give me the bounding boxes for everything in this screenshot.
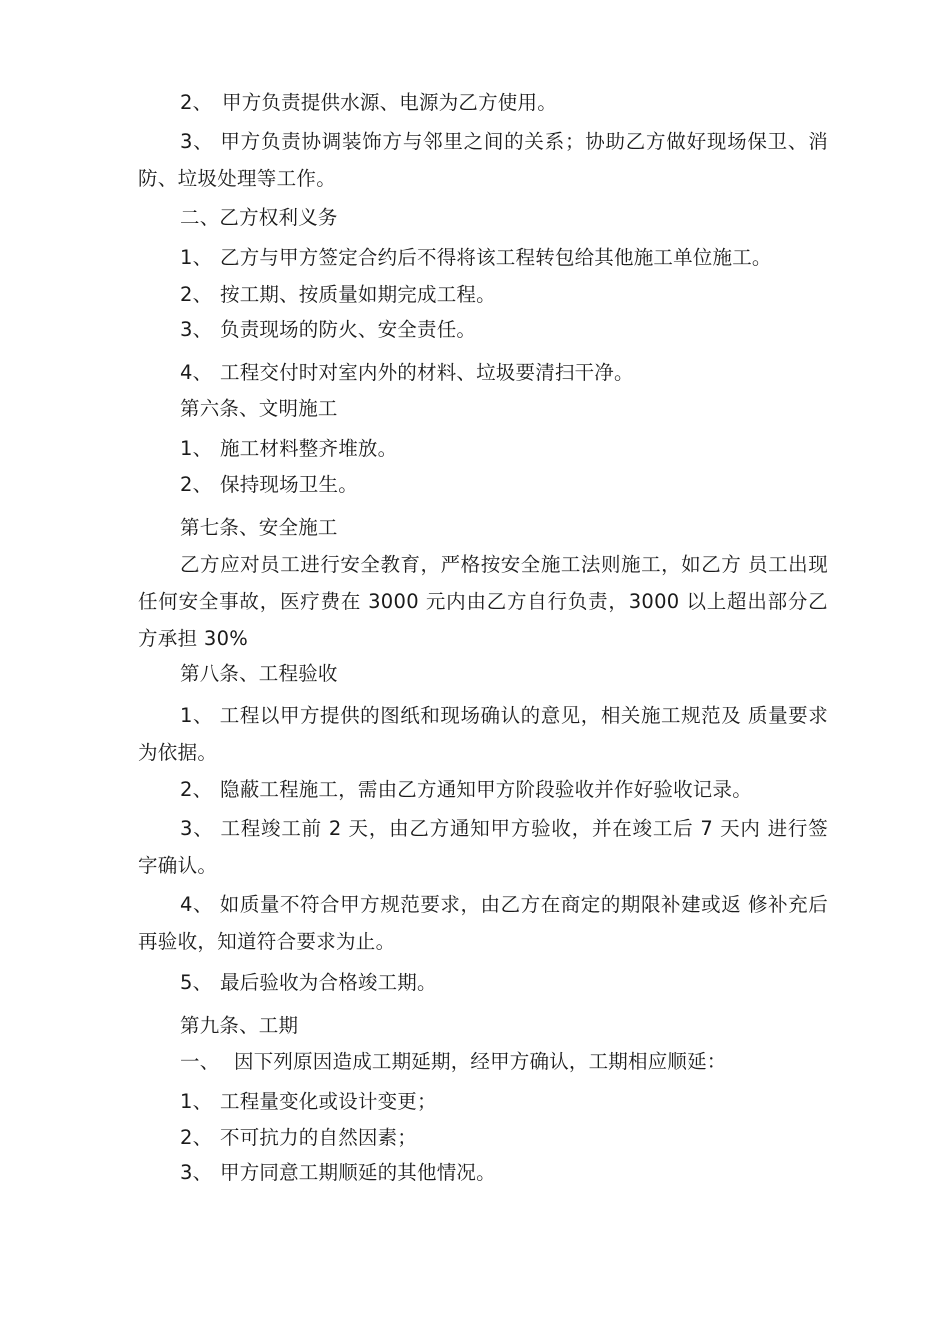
article-heading: 第八条、工程验收 [180, 662, 338, 685]
item-text: 按工期、按质量如期完成工程。 [220, 283, 496, 306]
clause-item [180, 91, 557, 115]
clause-item [180, 318, 476, 342]
item-number: 1、 [180, 1090, 213, 1113]
item-number: 5、 [180, 971, 213, 994]
clause-item [180, 1126, 417, 1150]
clause-paragraph: 3、 工程竣工前 2 天，由乙方通知甲方验收，并在竣工后 7 天内 进行签字确认。 [138, 817, 828, 877]
item-text: 不可抗力的自然因素； [220, 1126, 418, 1149]
item-text: 隐蔽工程施工，需由乙方通知甲方阶段验收并作好验收记录。 [220, 778, 752, 801]
item-text: 甲方同意工期顺延的其他情况。 [220, 1161, 496, 1184]
clause-item [180, 971, 437, 995]
item-text: 因下列原因造成工期延期，经甲方确认，工期相应顺延： [234, 1050, 727, 1073]
clause-paragraph: 3、 甲方负责协调装饰方与邻里之间的关系；协助乙方做好现场保卫、消防、垃圾处理等工作。 [138, 130, 828, 190]
item-text: 保持现场卫生。 [220, 473, 358, 496]
item-number: 一、 [180, 1050, 220, 1073]
item-text: 工程量变化或设计变更； [220, 1090, 437, 1113]
item-number: 2、 [180, 473, 213, 496]
clause-item [180, 1090, 437, 1114]
clause-item [180, 283, 496, 307]
item-number: 4、 [180, 361, 213, 384]
item-text: 甲方负责提供水源、电源为乙方使用。 [222, 91, 557, 114]
item-number: 2、 [180, 1126, 213, 1149]
item-number: 2、 [180, 91, 213, 114]
item-number: 1、 [180, 246, 213, 269]
clause-paragraph: 4、 如质量不符合甲方规范要求，由乙方在商定的期限补建或返 修补充后再验收，知道符合要求为止。 [138, 893, 828, 953]
clause-item [180, 778, 752, 802]
item-number: 1、 [180, 437, 213, 460]
clause-item [180, 473, 358, 497]
article-heading: 第七条、安全施工 [180, 516, 338, 539]
item-text: 最后验收为合格竣工期。 [220, 971, 437, 994]
clause-item [180, 437, 397, 461]
item-number: 2、 [180, 283, 213, 306]
item-number: 3、 [180, 318, 213, 341]
item-text: 工程交付时对室内外的材料、垃圾要清扫干净。 [220, 361, 634, 384]
clause-item [180, 1161, 496, 1185]
article-heading: 第六条、文明施工 [180, 397, 338, 420]
clause-item [180, 1050, 727, 1074]
item-number: 3、 [180, 1161, 213, 1184]
item-text: 乙方与甲方签定合约后不得将该工程转包给其他施工单位施工。 [220, 246, 772, 269]
item-number: 2、 [180, 778, 213, 801]
item-text: 施工材料整齐堆放。 [220, 437, 398, 460]
clause-item [180, 361, 634, 385]
article-paragraph: 乙方应对员工进行安全教育，严格按安全施工法则施工，如乙方 员工出现任何安全事故，医疗费在 3000 元内由乙方自行负责，3000 以上超出部分乙方承担 30% [138, 553, 828, 650]
item-text: 负责现场的防火、安全责任。 [220, 318, 477, 341]
clause-item [180, 246, 772, 270]
section-heading: 二、乙方权利义务 [180, 206, 338, 229]
article-heading: 第九条、工期 [180, 1014, 299, 1037]
clause-paragraph: 1、 工程以甲方提供的图纸和现场确认的意见，相关施工规范及 质量要求为依据。 [138, 704, 828, 764]
